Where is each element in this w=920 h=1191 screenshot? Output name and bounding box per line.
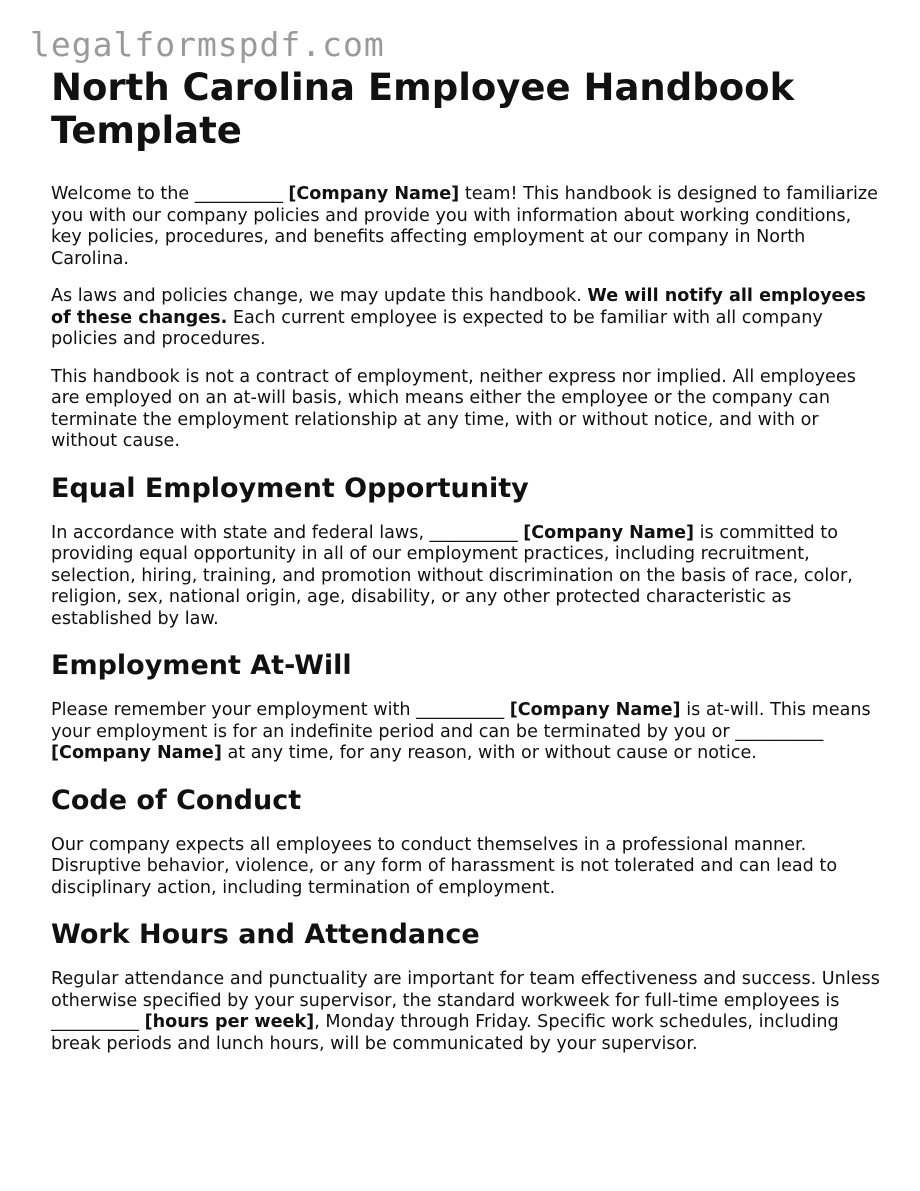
hours-before: Regular attendance and punctuality are important for team effectiveness and success. Unless otherwise specified by your supervisor, the standard workweek for full-time employees is [51, 969, 880, 1011]
company-name-field: [Company Name] [509, 700, 681, 720]
company-name-blank: __________ [416, 700, 505, 720]
hours-per-week-field: [hours per week] [144, 1012, 315, 1032]
section-heading-hours: Work Hours and Attendance [51, 919, 480, 950]
at-will-paragraph [51, 700, 881, 765]
at-will-after: at any time, for any reason, with or without cause or notice. [227, 743, 757, 763]
eeo-before: In accordance with state and federal laws, [51, 522, 425, 543]
at-will-before: Please remember your employment with [51, 700, 411, 720]
at-will-middle: is at-will. This means your employment is for an indefinite period and can be terminated by you or [51, 700, 871, 742]
hours-blank: __________ [51, 1012, 139, 1032]
company-name-blank: __________ [735, 721, 824, 742]
conduct-paragraph: Our company expects all employees to conduct themselves in a professional manner. Disruptive behavior, violence, or any form of harassment is not tolerated and can lead to disciplinary action, including termination of employment. [51, 834, 838, 898]
watermark: legalformspdf.com [30, 25, 385, 64]
intro-p2-before: As laws and policies change, we may update this handbook. [51, 286, 582, 306]
company-name-blank: __________ [429, 522, 518, 543]
intro-p1-after: team! This handbook is designed to familiarize you with our company policies and provide you with information about working conditions, key policies, procedures, and benefits affecting employment at our company in North Carolina. [51, 184, 878, 269]
document-title: North Carolina Employee Handbook Template [51, 66, 795, 152]
section-heading-conduct: Code of Conduct [51, 784, 302, 816]
intro-paragraph-1 [51, 184, 881, 270]
hours-paragraph [51, 969, 881, 1055]
section-heading-at-will: Employment At-Will [51, 650, 352, 681]
intro-p2-bold: We will notify all employees of these changes. [51, 286, 866, 328]
intro-p1-before: Welcome to the [51, 184, 190, 204]
eeo-paragraph [51, 523, 881, 631]
document-body [51, 66, 881, 1071]
company-name-field: [Company Name] [523, 522, 695, 543]
eeo-after: is committed to providing equal opportunity in all of our employment practices, including recruitment, selection, hiring, training, and promotion without discrimination on the basis of race, color, religion, sex, national origin, age, disability, or any other protected characteristic as established by law. [51, 522, 853, 629]
hours-after: , Monday through Friday. Specific work schedules, including break periods and lunch hours, will be communicated by your supervisor. [51, 1012, 839, 1054]
company-name-field: [Company Name] [51, 743, 222, 763]
intro-paragraph-3: This handbook is not a contract of employment, neither express nor implied. All employees are employed on an at-will basis, which means either the employee or the company can terminate the employment relationship at any time, with or without notice, and with or without cause. [51, 366, 856, 451]
intro-p2-after: Each current employee is expected to be familiar with all company policies and procedures. [51, 307, 823, 349]
intro-paragraph-2 [51, 286, 881, 351]
section-heading-eeo: Equal Employment Opportunity [51, 472, 529, 504]
company-name-blank: __________ [194, 184, 283, 204]
company-name-field: [Company Name] [288, 184, 460, 204]
